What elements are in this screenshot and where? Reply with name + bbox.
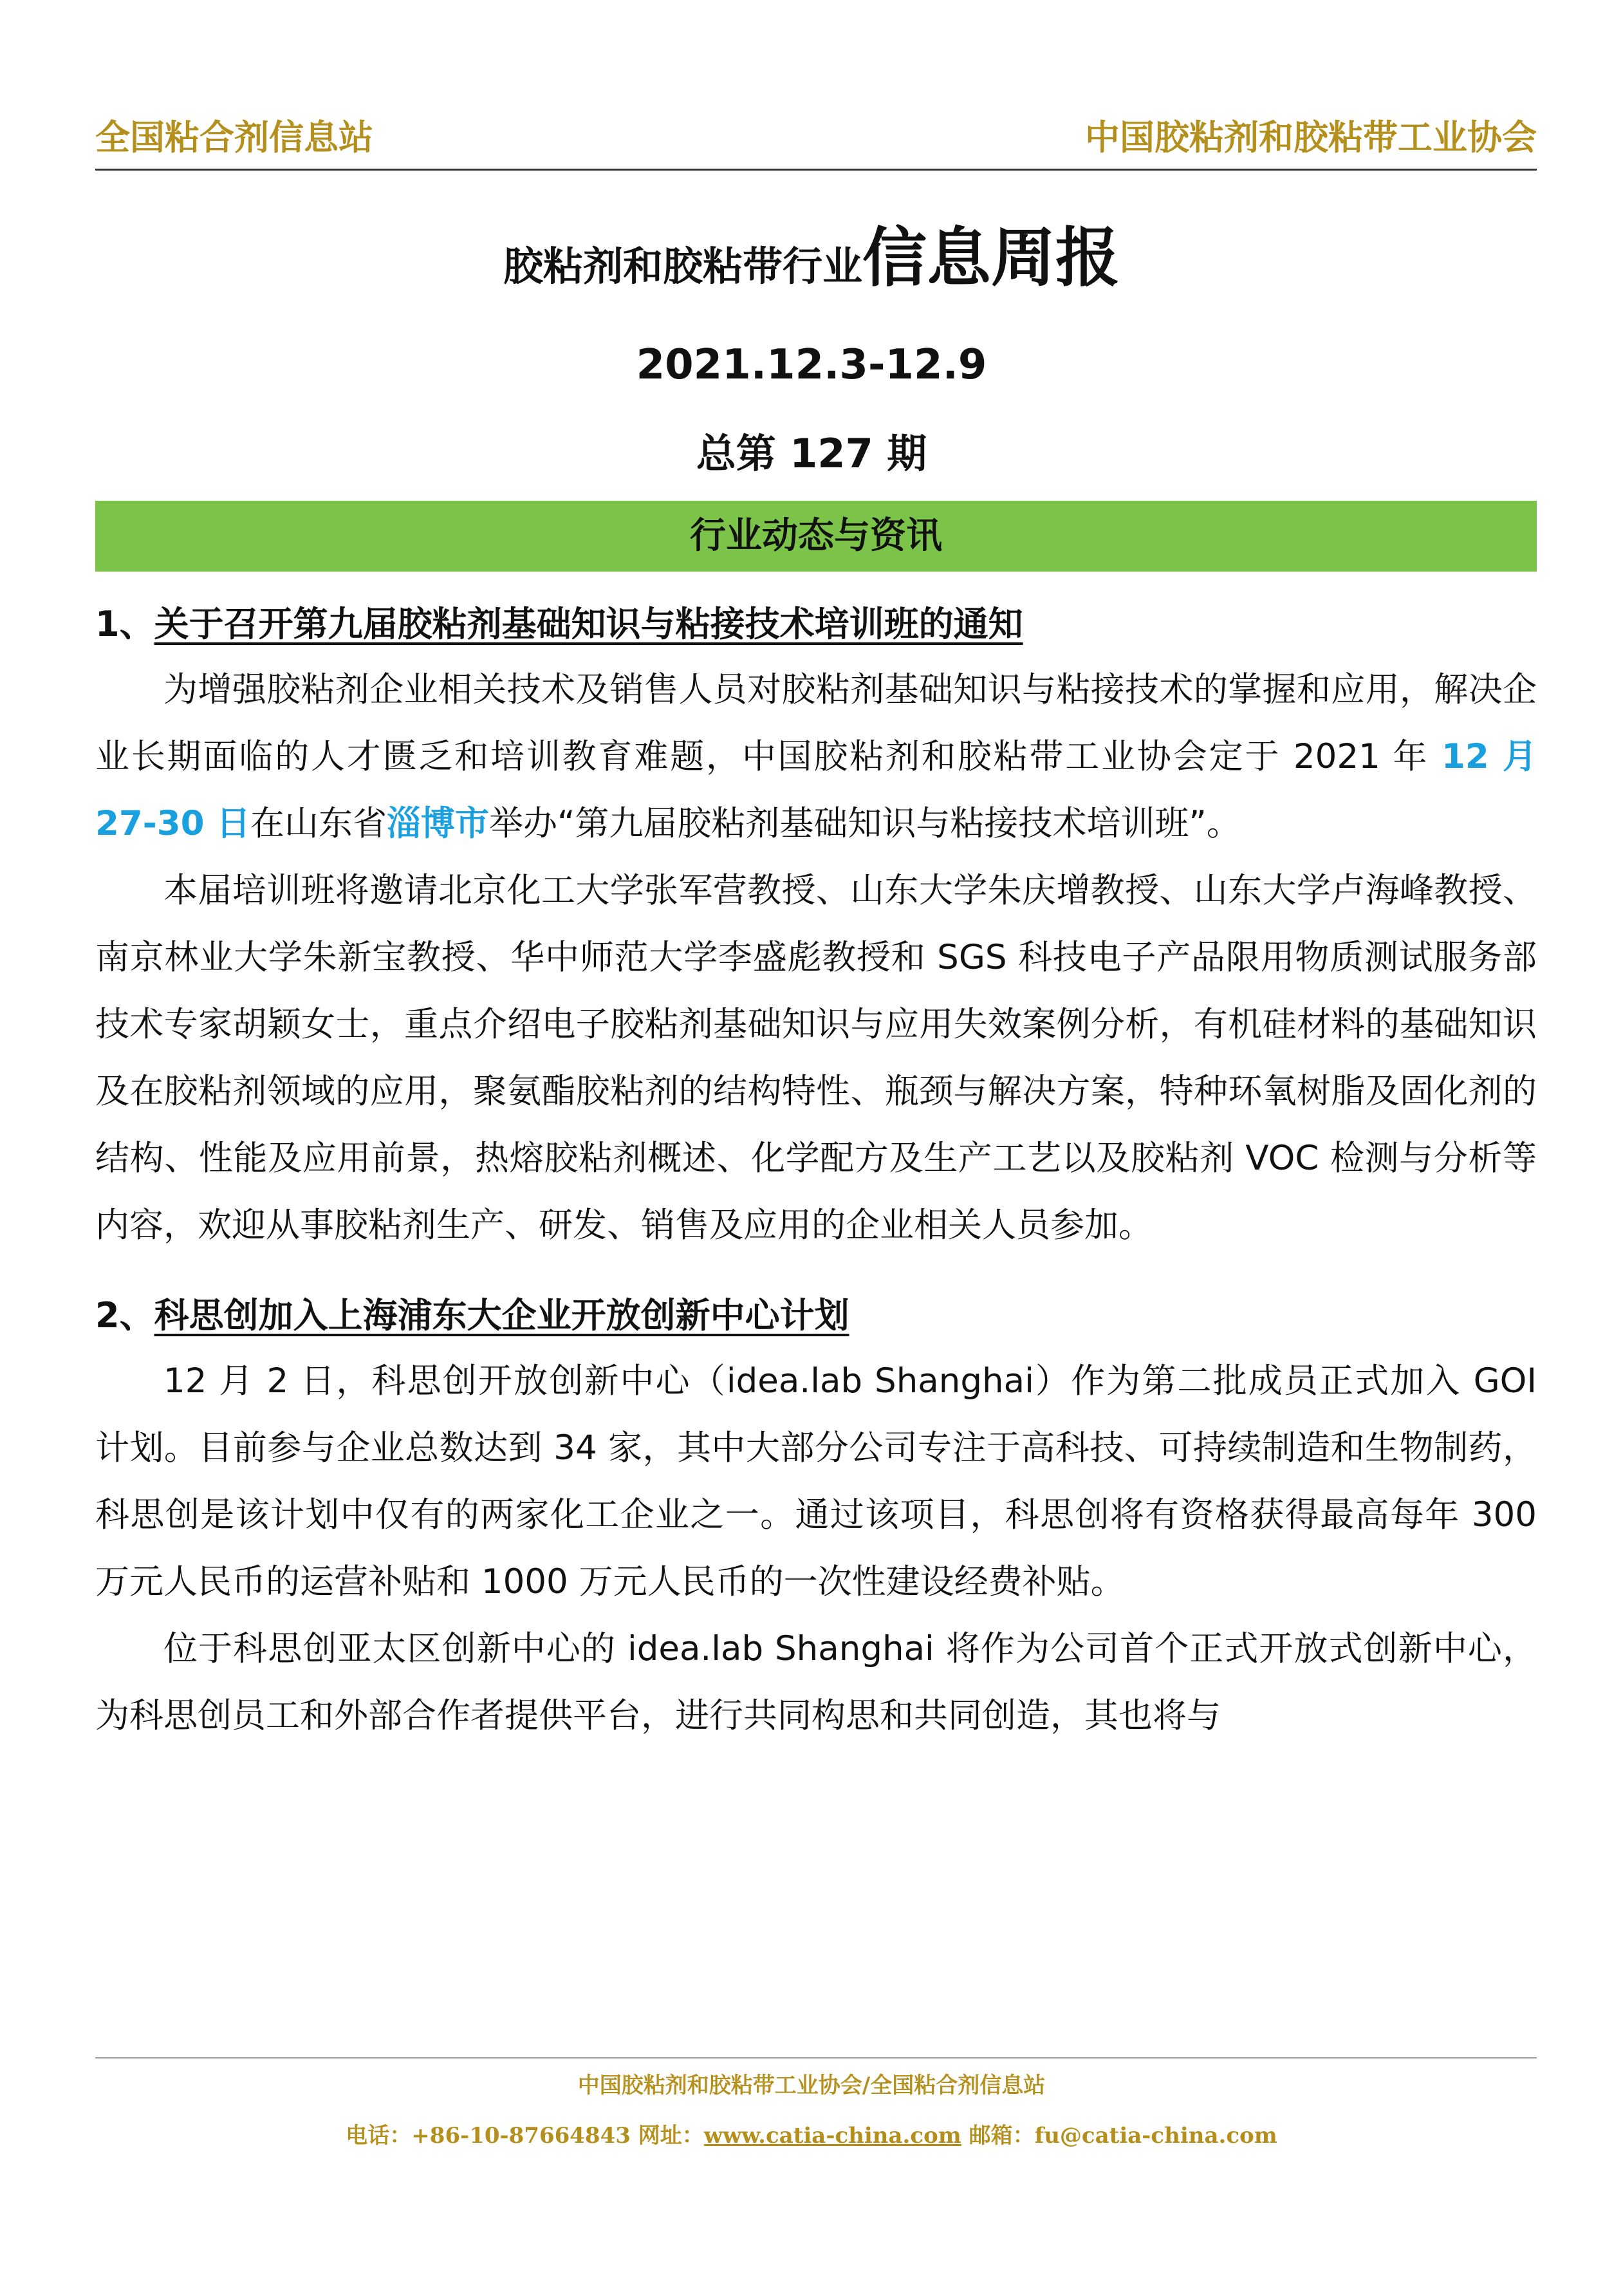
footer-organization: 中国胶粘剂和胶粘带工业协会/全国粘合剂信息站 [577,2073,1046,2098]
event-date-highlight: 12 月 27-30 日 [95,737,1537,843]
article-2-heading [95,1283,1537,1348]
article-1-heading [95,592,1537,657]
article-2-number: 2、 [95,1295,154,1336]
footer-phone: 电话：+86-10-87664843 网址： [346,2123,704,2149]
article-1-paragraph-2: 本届培训班将邀请北京化工大学张军营教授、山东大学朱庆增教授、山东大学卢海峰教授、南京林业大学朱新宝教授、华中师范大学李盛彪教授和 SGS 科技电子产品限用物质测试服务部技术专家胡颖女士，重点介绍电子胶粘剂基础知识与应用失效案例分析，有机硅材料的基础知识及在胶粘剂领域的应用，聚氨酯胶粘剂的结构特性、瓶颈与解决方案，特种环氧树脂及固化剂的结构、性能及应用前景，热熔胶粘剂概述、化学配方及生产工艺以及胶粘剂 VOC 检测与分析等内容，欢迎从事胶粘剂生产、研发、销售及应用的企业相关人员参加。 [95,871,1537,1245]
article-1-paragraph-1 [95,657,1537,857]
footer-contact [0,2118,1623,2149]
footer-email: 邮箱：fu@catia-china.com [961,2123,1277,2149]
footer-website-link[interactable]: www.catia-china.com [703,2123,961,2149]
header-left-title: 全国粘合剂信息站 [95,117,373,158]
article-1-p1-text-b: 在山东省 [250,804,387,843]
page-title [0,206,1623,299]
issue-number: 总第 127 期 [696,430,927,477]
article-2-paragraph-1: 12 月 2 日，科思创开放创新中心（idea.lab Shanghai）作为第二批成员正式加入 GOI 计划。目前参与企业总数达到 34 家，其中大部分公司专注于高科技、可持续制造和生物制药，科思创是该计划中仅有的两家化工企业之一。通过该项目，科思创将有资格获得最高每年 300 万元人民币的运营补贴和 1000 万元人民币的一次性建设经费补贴。 [95,1361,1537,1601]
page-header [95,109,1537,171]
title-big: 信息周报 [862,220,1120,295]
article-1-p1-text-c: 举办“第九届胶粘剂基础知识与粘接技术培训班”。 [488,804,1241,843]
article-1-number: 1、 [95,604,154,644]
issue-date-range: 2021.12.3-12.9 [636,341,987,389]
article-body [95,592,1537,1750]
article-1-title: 关于召开第九届胶粘剂基础知识与粘接技术培训班的通知 [154,604,1023,644]
title-small: 胶粘剂和胶粘带行业 [503,243,862,290]
article-1-p1-text-a: 为增强胶粘剂企业相关技术及销售人员对胶粘剂基础知识与粘接技术的掌握和应用，解决企业长期面临的人才匮乏和培训教育难题，中国胶粘剂和胶粘带工业协会定于 2021 年 [95,670,1537,776]
article-2-paragraph-2: 位于科思创亚太区创新中心的 idea.lab Shanghai 将作为公司首个正式开放式创新中心，为科思创员工和外部合作者提供平台，进行共同构思和共同创造，其也将与 [95,1629,1537,1735]
article-2-title: 科思创加入上海浦东大企业开放创新中心计划 [154,1295,849,1336]
footer-divider [95,2057,1537,2058]
event-city-highlight: 淄博市 [386,804,489,843]
header-right-title: 中国胶粘剂和胶粘带工业协会 [1085,117,1537,158]
section-banner: 行业动态与资讯 [95,501,1537,572]
